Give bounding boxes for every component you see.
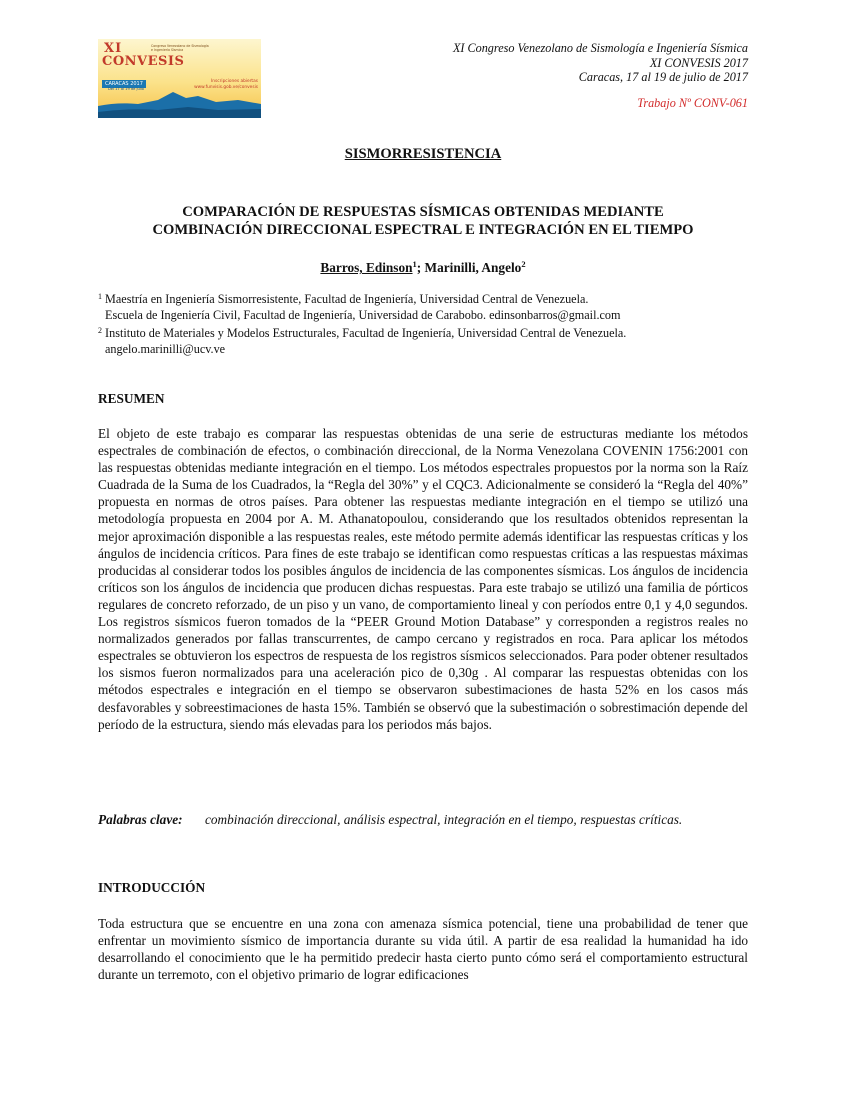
introduccion-text: Toda estructura que se encuentre en una zona con amenaza sísmica potencial, tiene una probabilidad de tener que enfrentar un movimiento sísmico de importancia durante su vida útil. A partir de esa realidad la humanidad ha ido desarrollando el conocimiento que le ha permitido predecir hasta cierto punto cómo será el comportamiento estructural durante un terremoto, con el objetivo primario de lograr edificaciones: [98, 916, 748, 983]
resumen-text: El objeto de este trabajo es comparar las respuestas obtenidas de una serie de estructuras mediante los métodos espectrales de combinación de efectos, o combinación direccional, de la Norma Venezolana COVENIN 1756:2001 con las respuestas obtenidas mediante integración en el tiempo. Los métodos espectrales propuestos por la norma son la Raíz Cuadrada de la Suma de los Cuadrados, la “Regla del 30%” y el CQC3. Adicionalmente se consideró la “Regla del 40%” propuesta en normas de otros países. Para obtener las respuestas mediante integración en el tiempo se utilizó una metodología propuesta en 2004 por A. M. Athanatopoulou, considerando que los resultados obtenidos representan la mejor aproximación disponible a las respuestas reales, este método permite además identificar las respuestas críticas y los ángulos de incidencia críticos. Para fines de este trabajo se identifican como respuestas críticas a las respuestas máximas producidas al considerar todos los posibles ángulos de incidencia de las componentes sísmicas. Los ángulos de incidencia críticos son los ángulos de incidencia que producen dichas respuestas. Para este trabajo se utilizó una familia de pórticos regulares de concreto reforzado, de un piso y un vano, de comportamiento lineal y con períodos entre 0,1 y 4,0 segundos. Los registros sísmicos fueron tomados de la “PEER Ground Motion Database” y corresponden a registros reales no normalizados generados por fallas transcurrentes, de campo cercano y registrados en roca. Para aplicar los métodos espectrales se obtuvieron los espectros de respuesta de los registros sísmicos seleccionados. Para poder obtener resultados los sismos fueron normalizados para una aceleración pico de 0,30g . Al comparar las respuestas obtenidas con los métodos espectrales e integración en el tiempo se observaron subestimaciones de hasta 52% en los casos más desfavorables y sobreestimaciones de hasta 15%. También se observó que la subestimación o sobrestimación depende del período de la estructura, siendo más elevadas para los periodos más bajos.: [98, 426, 748, 732]
author-1-sup: 1: [412, 259, 417, 269]
affiliation-2-line-1: Instituto de Materiales y Modelos Estructurales, Facultad de Ingeniería, Universidad Central de Venezuela.: [105, 326, 627, 340]
logo-name: CONVESIS: [102, 54, 185, 69]
convesis-logo: [98, 39, 261, 118]
affiliation-1: [98, 289, 748, 308]
congress-edition: XI CONVESIS 2017: [649, 55, 748, 70]
mountain-skyline-icon: [98, 88, 261, 118]
resumen-heading: RESUMEN: [98, 391, 165, 406]
paper-number: Trabajo Nº CONV-061: [637, 96, 748, 110]
affiliation-1-line-2: Escuela de Ingeniería Civil, Facultad de Ingeniería, Universidad de Carabobo. edinsonbarros@gmail.com: [105, 307, 621, 322]
resumen-body: [98, 425, 748, 733]
congress-place-date: Caracas, 17 al 19 de julio de 2017: [578, 70, 748, 85]
paper-title-line-1: COMPARACIÓN DE RESPUESTAS SÍSMICAS OBTENIDAS MEDIANTE: [182, 204, 664, 220]
author-2: Marinilli, Angelo: [424, 260, 522, 275]
affiliation-2: [98, 323, 748, 342]
logo-tagline: Congreso Venezolano de Sismología e Ingeniería Sísmica: [151, 44, 209, 52]
authors: [98, 259, 748, 276]
logo-url: www.funvisis.gob.ve/convesis: [194, 85, 258, 90]
section-title: SISMORRESISTENCIA: [344, 146, 502, 162]
affiliation-1-sup: 1: [98, 292, 102, 301]
affiliation-2-sup: 2: [98, 326, 102, 335]
affiliation-2-email: angelo.marinilli@ucv.ve: [105, 341, 226, 356]
congress-name: XI Congreso Venezolano de Sismología e Ingeniería Sísmica: [452, 41, 748, 55]
affiliation-1-line-1: Maestría en Ingeniería Sismorresistente, Facultad de Ingeniería, Universidad Central de Venezuela.: [105, 292, 589, 306]
author-separator: ;: [416, 260, 425, 275]
paper-title: [98, 203, 748, 239]
keywords-label: Palabras clave:: [98, 812, 183, 827]
affiliations: [98, 289, 748, 357]
paper-title-line-2: COMBINACIÓN DIRECCIONAL ESPECTRAL E INTEGRACIÓN EN EL TIEMPO: [152, 222, 694, 238]
author-1: Barros, Edinson: [320, 260, 413, 275]
logo-badge: CARACAS 2017: [102, 80, 146, 88]
conference-header: [453, 41, 748, 85]
author-2-sup: 2: [521, 259, 526, 269]
logo-registration: Inscripciones abiertas: [211, 79, 258, 84]
introduccion-heading: INTRODUCCIÓN: [98, 880, 206, 895]
introduccion-body: [98, 915, 748, 983]
logo-roman-numeral: XI: [104, 41, 123, 56]
logo-dates: Del 17 al 19 de julio: [108, 87, 144, 91]
keywords-value: combinación direccional, análisis espectral, integración en el tiempo, respuestas críticas.: [205, 812, 683, 827]
